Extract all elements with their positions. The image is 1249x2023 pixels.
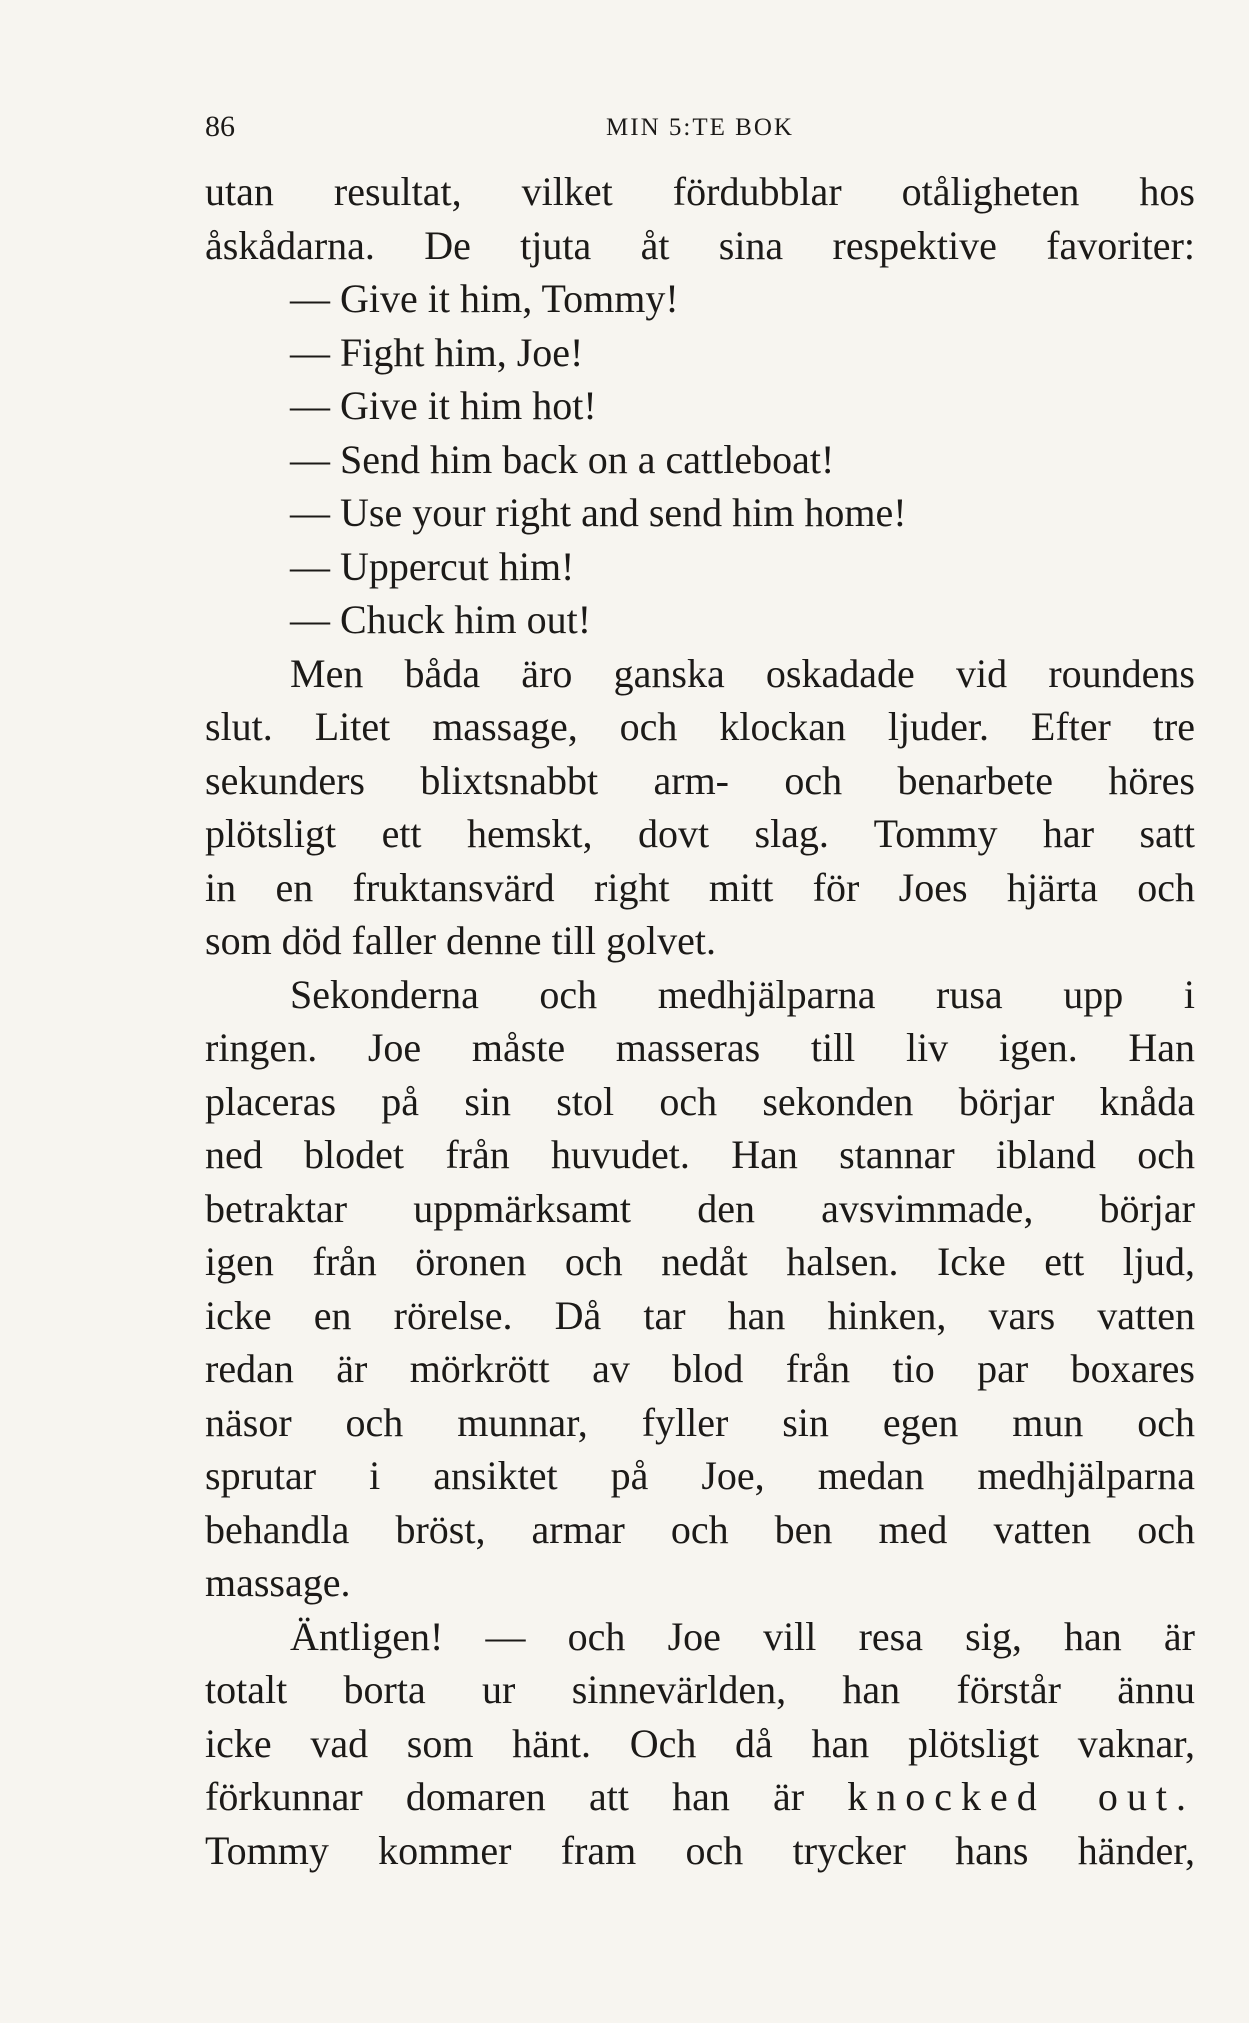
text-line-content: sprutar i ansiktet på Joe, medan medhjälparna — [205, 1453, 1195, 1498]
text-line-content: redan är mörkrött av blod från tio par boxares — [205, 1346, 1195, 1391]
page-number: 86 — [205, 110, 235, 143]
text-line — [205, 540, 1195, 594]
text-line-content: betraktar uppmärksamt den avsvimmade, börjar — [205, 1185, 1195, 1231]
text-line — [205, 1717, 1195, 1771]
text-line-content: in en fruktansvärd right mitt för Joes hjärta och — [205, 864, 1195, 910]
spaced-emphasis: knocked out. — [847, 1774, 1196, 1819]
text-line — [205, 700, 1195, 754]
text-line — [205, 379, 1195, 433]
body-text — [205, 165, 1195, 1877]
text-line-content: som död faller denne till golvet. — [205, 918, 716, 963]
text-line-content: placeras på sin stol och sekonden börjar knåda — [205, 1078, 1195, 1124]
text-line-content: slut. Litet massage, och klockan ljuder. Efter tre — [205, 704, 1195, 749]
text-line-content: Äntligen! — och Joe vill resa sig, han är — [290, 1613, 1195, 1659]
text-line — [205, 486, 1195, 540]
text-line — [205, 1289, 1195, 1343]
running-head: MIN 5:TE BOK — [606, 114, 794, 141]
text-line — [205, 272, 1195, 326]
text-line — [205, 1770, 1195, 1824]
text-line — [205, 861, 1195, 915]
text-line — [205, 1182, 1195, 1236]
text-line — [205, 1128, 1195, 1182]
text-line — [205, 1610, 1195, 1664]
text-line-content: utan resultat, vilket fördubblar otåligheten hos — [205, 169, 1195, 214]
text-line — [205, 593, 1195, 647]
text-line — [205, 1075, 1195, 1129]
text-line — [205, 754, 1195, 808]
text-line — [205, 914, 1195, 968]
text-line — [205, 326, 1195, 380]
text-line-content: — Send him back on a cattleboat! — [290, 436, 835, 482]
text-line-content: ned blodet från huvudet. Han stannar ibland och — [205, 1132, 1195, 1177]
page-header — [205, 110, 1195, 150]
text-line — [205, 1021, 1195, 1075]
text-line-content: behandla bröst, armar och ben med vatten och — [205, 1506, 1195, 1552]
text-line — [205, 1396, 1195, 1450]
text-line-content: ringen. Joe måste masseras till liv igen. Han — [205, 1025, 1195, 1070]
text-line-content: näsor och munnar, fyller sin egen mun och — [205, 1399, 1195, 1445]
text-line-content: åskådarna. De tjuta åt sina respektive favoriter: — [205, 222, 1195, 268]
text-line — [205, 1503, 1195, 1557]
text-line-content: — Chuck him out! — [290, 597, 592, 642]
text-line — [205, 1449, 1195, 1503]
text-line-content: massage. — [205, 1560, 351, 1605]
text-line — [205, 433, 1195, 487]
text-line — [205, 807, 1195, 861]
text-line-content: igen från öronen och nedåt halsen. Icke ett ljud, — [205, 1239, 1195, 1284]
text-line — [205, 1235, 1195, 1289]
text-line-content: — Give it him hot! — [290, 383, 597, 428]
text-line — [205, 165, 1195, 219]
text-line-content: Men båda äro ganska oskadade vid roundens — [290, 650, 1195, 696]
text-line — [205, 219, 1195, 273]
text-line — [205, 968, 1195, 1022]
text-line-content: — Give it him, Tommy! — [290, 276, 679, 321]
text-line-content: icke vad som hänt. Och då han plötsligt vaknar, — [205, 1720, 1195, 1766]
text-line-content: — Uppercut him! — [290, 543, 575, 589]
text-line — [205, 647, 1195, 701]
text-line-content: Sekonderna och medhjälparna rusa upp i — [290, 971, 1195, 1017]
text-line — [205, 1556, 1195, 1610]
text-line-content: plötsligt ett hemskt, dovt slag. Tommy har satt — [205, 811, 1195, 856]
text-line-content: — Fight him, Joe! — [290, 329, 584, 375]
text-line-content: — Use your right and send him home! — [290, 490, 907, 535]
text-line — [205, 1824, 1195, 1878]
text-line — [205, 1342, 1195, 1396]
text-line-content: Tommy kommer fram och trycker hans händer, — [205, 1827, 1195, 1873]
text-line-content: förkunnar domaren att han är — [205, 1774, 805, 1819]
text-line-content: sekunders blixtsnabbt arm- och benarbete höres — [205, 757, 1195, 803]
text-line-content: totalt borta ur sinnevärlden, han förstår ännu — [205, 1667, 1195, 1712]
text-line — [205, 1663, 1195, 1717]
text-line-content: icke en rörelse. Då tar han hinken, vars vatten — [205, 1292, 1195, 1338]
